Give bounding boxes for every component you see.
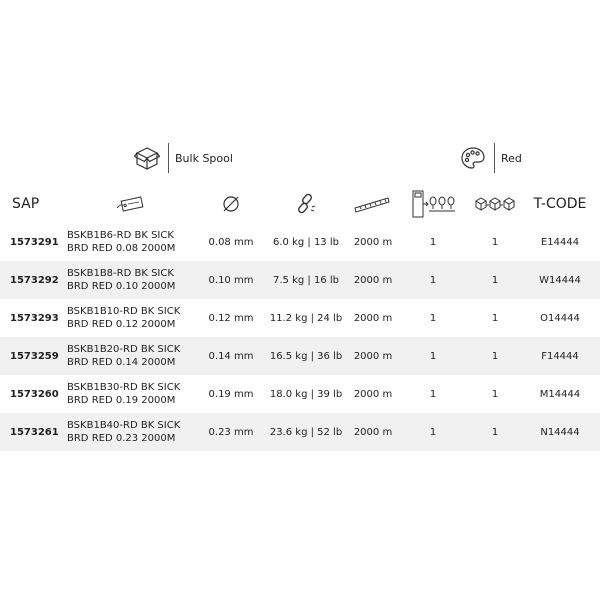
description-line-1: BSKB1B20-RD BK SICK <box>67 344 181 355</box>
units-per-display-cell: 1 <box>429 274 437 286</box>
tcode-cell: W14444 <box>539 274 581 286</box>
spool-type-info <box>132 140 233 176</box>
table-row <box>0 299 600 337</box>
diameter-cell: 0.23 mm <box>208 426 254 438</box>
table-row <box>0 375 600 413</box>
description-cell <box>67 223 207 261</box>
description-line-2: BRD RED 0.12 2000M <box>67 319 176 330</box>
divider <box>494 143 495 173</box>
tcode-cell: O14444 <box>540 312 580 324</box>
tcode-header: T-CODE <box>533 196 587 212</box>
tcode-cell: F14444 <box>541 350 579 362</box>
description-cell <box>67 337 207 375</box>
length-cell: 2000 m <box>353 312 393 324</box>
diameter-cell: 0.19 mm <box>208 388 254 400</box>
tcode-cell: N14444 <box>540 426 580 438</box>
units-per-box-cell: 1 <box>491 236 499 248</box>
length-cell: 2000 m <box>353 426 393 438</box>
units-per-display-cell: 1 <box>429 312 437 324</box>
units-per-display-cell: 1 <box>429 236 437 248</box>
length-cell: 2000 m <box>353 388 393 400</box>
description-cell <box>67 261 207 299</box>
units-per-box-cell: 1 <box>491 350 499 362</box>
color-info <box>458 140 522 176</box>
diameter-icon <box>214 185 248 223</box>
table-row <box>0 223 600 261</box>
color-label: Red <box>501 151 522 165</box>
description-cell <box>67 299 207 337</box>
units-per-box-cell: 1 <box>491 426 499 438</box>
chain-icon <box>286 185 326 223</box>
sap-cell: 1573293 <box>10 312 59 324</box>
description-line-1: BSKB1B8-RD BK SICK <box>67 268 174 279</box>
diameter-cell: 0.10 mm <box>208 274 254 286</box>
tcode-cell: E14444 <box>540 236 580 248</box>
units-per-box-cell: 1 <box>491 274 499 286</box>
sap-header: SAP <box>12 196 40 212</box>
sap-cell: 1573261 <box>10 426 59 438</box>
diameter-cell: 0.08 mm <box>208 236 254 248</box>
breaking-load-cell: 7.5 kg | 16 lb <box>273 274 339 286</box>
sap-cell: 1573292 <box>10 274 59 286</box>
table-row <box>0 413 600 451</box>
table-header <box>0 185 600 223</box>
product-table <box>0 223 600 451</box>
spool-type-label: Bulk Spool <box>175 151 233 165</box>
breaking-load-cell: 18.0 kg | 39 lb <box>269 388 343 400</box>
description-line-1: BSKB1B6-RD BK SICK <box>67 230 174 241</box>
diameter-cell: 0.12 mm <box>208 312 254 324</box>
units-per-display-cell: 1 <box>429 426 437 438</box>
divider <box>168 143 169 173</box>
length-cell: 2000 m <box>353 236 393 248</box>
description-line-2: BRD RED 0.08 2000M <box>67 243 176 254</box>
description-line-1: BSKB1B40-RD BK SICK <box>67 420 181 431</box>
diameter-cell: 0.14 mm <box>208 350 254 362</box>
length-cell: 2000 m <box>353 350 393 362</box>
breaking-load-cell: 11.2 kg | 24 lb <box>269 312 343 324</box>
breaking-load-cell: 23.6 kg | 52 lb <box>269 426 343 438</box>
units-per-box-cell: 1 <box>491 312 499 324</box>
length-cell: 2000 m <box>353 274 393 286</box>
palette-icon <box>458 143 488 173</box>
box-icon <box>132 143 162 173</box>
description-line-2: BRD RED 0.10 2000M <box>67 281 176 292</box>
description-line-2: BRD RED 0.14 2000M <box>67 357 176 368</box>
description-line-2: BRD RED 0.23 2000M <box>67 433 176 444</box>
description-line-1: BSKB1B30-RD BK SICK <box>67 382 181 393</box>
sap-cell: 1573260 <box>10 388 59 400</box>
sap-cell: 1573291 <box>10 236 59 248</box>
description-cell <box>67 413 207 451</box>
description-cell <box>67 375 207 413</box>
units-per-display-cell: 1 <box>429 350 437 362</box>
sap-cell: 1573259 <box>10 350 59 362</box>
table-row <box>0 261 600 299</box>
ruler-icon <box>352 185 392 223</box>
display-icon <box>410 185 458 223</box>
breaking-load-cell: 6.0 kg | 13 lb <box>273 236 339 248</box>
units-per-box-cell: 1 <box>491 388 499 400</box>
boxes-icon <box>472 185 520 223</box>
tcode-cell: M14444 <box>539 388 581 400</box>
description-line-1: BSKB1B10-RD BK SICK <box>67 306 181 317</box>
table-row <box>0 337 600 375</box>
tag-icon <box>110 185 150 223</box>
breaking-load-cell: 16.5 kg | 36 lb <box>269 350 343 362</box>
units-per-display-cell: 1 <box>429 388 437 400</box>
description-line-2: BRD RED 0.19 2000M <box>67 395 176 406</box>
